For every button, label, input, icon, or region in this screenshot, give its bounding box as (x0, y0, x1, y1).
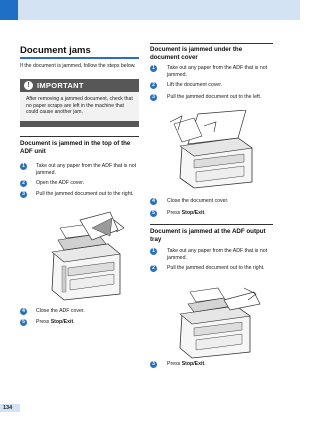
step-text-suffix: . (204, 210, 206, 216)
subsection-heading-output-tray: Document is jammed at the ADF output tray (150, 228, 266, 243)
important-box (20, 79, 139, 127)
step-text: Take out any paper from the ADF that is not jammed. (36, 163, 137, 176)
step-text: Pull the jammed document out to the right. (167, 265, 265, 271)
step-number: 4 (150, 198, 157, 205)
important-footer (20, 121, 139, 127)
chapter-tab (0, 0, 18, 20)
step-text-prefix: Press (167, 210, 182, 216)
step-text: Close the ADF cover. (36, 308, 85, 314)
important-header (20, 79, 139, 92)
machine-illustration-adf-top (40, 210, 130, 302)
step-text-prefix: Press (36, 319, 51, 325)
step-text: Pull the jammed document out to the right. (36, 191, 134, 197)
step-text: Open the ADF cover. (36, 180, 85, 186)
step-number: 3 (150, 94, 157, 101)
subsection-heading-top-adf: Document is jammed in the top of the ADF unit (20, 140, 131, 155)
step-text-suffix: . (73, 319, 75, 325)
step-text (36, 319, 141, 326)
subsection-heading-doc-cover: Document is jammed under the document cover (150, 46, 243, 61)
step-number: 1 (150, 65, 157, 72)
important-icon: ! (24, 81, 33, 90)
step-number: 5 (20, 319, 27, 326)
intro-text: If the document is jammed, follow the steps below. (20, 63, 136, 69)
step-number: 2 (20, 180, 27, 187)
step-text: Pull the jammed document out to the left. (167, 94, 262, 100)
step-text (167, 361, 272, 368)
important-title: IMPORTANT (37, 81, 84, 90)
step-number: 4 (20, 308, 27, 315)
step-number: 3 (20, 191, 27, 198)
stop-exit-key: Stop/Exit (50, 319, 74, 325)
subsection-rule (20, 136, 139, 137)
step-text-prefix: Press (167, 361, 182, 367)
machine-illustration-output-tray (168, 282, 264, 360)
step-text: Take out any paper from the ADF that is not jammed. (167, 65, 268, 78)
step-number: 5 (150, 210, 157, 217)
header-band (0, 0, 300, 20)
machine-illustration-doc-cover (168, 110, 264, 190)
step-number: 1 (20, 163, 27, 170)
subsection-rule (150, 224, 273, 225)
step-text: Take out any paper from the ADF that is not jammed. (167, 248, 268, 261)
step-text-suffix: . (204, 361, 206, 367)
step-number: 1 (150, 248, 157, 255)
step-text: Lift the document cover. (167, 82, 223, 88)
subsection-rule (150, 43, 273, 44)
page-number: 134 (3, 405, 13, 411)
step-text: Close the document cover. (167, 198, 229, 204)
important-text: After removing a jammed document, check that no paper scraps are left in the machine that could cause another jam. (26, 96, 133, 116)
title-rule (20, 57, 139, 59)
stop-exit-key: Stop/Exit (181, 210, 205, 216)
step-number: 2 (150, 265, 157, 272)
step-number: 2 (150, 82, 157, 89)
step-number: 3 (150, 361, 157, 368)
stop-exit-key: Stop/Exit (181, 361, 205, 367)
step-text (167, 210, 272, 217)
section-title: Document jams (20, 45, 91, 56)
